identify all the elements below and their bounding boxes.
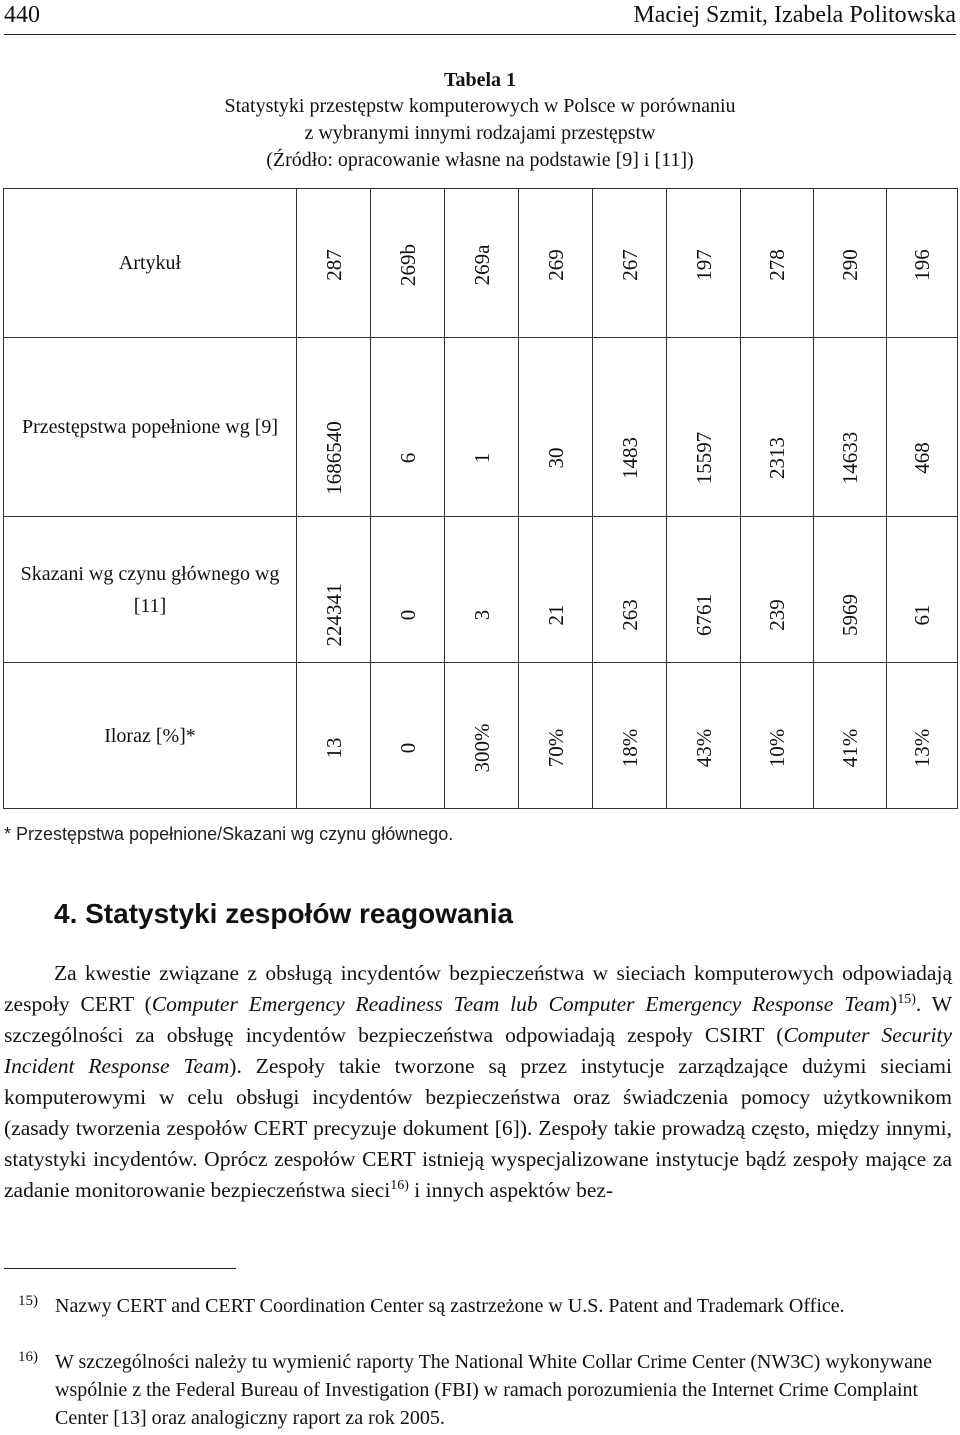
row-label: Skazani wg czynu głównego wg [11] xyxy=(4,517,297,663)
table-cell: 21 xyxy=(519,517,593,663)
table-cell: 267 xyxy=(593,189,667,338)
table-caption-line: Statystyki przestępstw komputerowych w Polsce w porównaniu xyxy=(224,95,736,117)
running-head-authors: Maciej Szmit, Izabela Politowska xyxy=(633,2,956,28)
table-cell: 269a xyxy=(445,189,519,338)
running-header xyxy=(4,0,956,35)
row-label: Iloraz [%]* xyxy=(4,663,297,809)
footnote-separator xyxy=(4,1268,236,1269)
table-cell: 197 xyxy=(667,189,741,338)
table-cell: 1 xyxy=(445,338,519,517)
table-cell: 6 xyxy=(371,338,445,517)
table-cell: 6761 xyxy=(667,517,741,663)
table-cell: 10% xyxy=(741,663,814,809)
footnote-ref[interactable]: 15) xyxy=(897,991,916,1007)
row-label: Przestępstwa popełnione wg [9] xyxy=(4,338,297,517)
table-caption-source: (Źródło: opracowanie własne na podstawie [9] i [11]) xyxy=(266,149,694,171)
footnote-ref[interactable]: 16) xyxy=(390,1177,409,1193)
table-row xyxy=(4,663,958,809)
table-cell: 15597 xyxy=(667,338,741,517)
table-cell: 13 xyxy=(297,663,371,809)
table-cell: 278 xyxy=(741,189,814,338)
table-cell: 5969 xyxy=(814,517,887,663)
table-cell: 468 xyxy=(887,338,958,517)
table-cell: 269b xyxy=(371,189,445,338)
table-row xyxy=(4,189,958,338)
table-cell: 18% xyxy=(593,663,667,809)
table-cell: 1686540 xyxy=(297,338,371,517)
page-number: 440 xyxy=(4,2,40,28)
table-cell: 290 xyxy=(814,189,887,338)
footnote-mark: 15) xyxy=(18,1293,38,1309)
table-cell: 224341 xyxy=(297,517,371,663)
row-label: Artykuł xyxy=(4,189,297,338)
footnote-mark: 16) xyxy=(18,1349,38,1365)
table-cell: 14633 xyxy=(814,338,887,517)
table-cell: 1483 xyxy=(593,338,667,517)
table-cell: 43% xyxy=(667,663,741,809)
table-cell: 300% xyxy=(445,663,519,809)
footnote-16: W szczególności należy tu wymienić raporty The National White Collar Crime Center (NW3C) wykonywane wspólnie z the Federal Bureau of Investigation (FBI) w ramach porozumienia the Internet Crime Complaint Center [13] oraz analogiczny raport za rok 2005. xyxy=(55,1351,932,1429)
table-cell: 0 xyxy=(371,517,445,663)
table-row xyxy=(4,517,958,663)
footnote-15: Nazwy CERT and CERT Coordination Center są zastrzeżone w U.S. Patent and Trademark Office. xyxy=(55,1295,845,1317)
table-cell: 269 xyxy=(519,189,593,338)
table-cell: 3 xyxy=(445,517,519,663)
statistics-table xyxy=(3,188,958,809)
table-footnote: * Przestępstwa popełnione/Skazani wg czynu głównego. xyxy=(4,824,454,844)
table-cell: 263 xyxy=(593,517,667,663)
table-caption-line: z wybranymi innymi rodzajami przestępstw xyxy=(304,122,656,144)
table-cell: 30 xyxy=(519,338,593,517)
body-paragraph: Za kwestie związane z obsługą incydentów bezpieczeństwa w sieciach komputerowych odpowiadają zespoły CERT (Computer Emergency Readiness Team lub Computer Emergency Response Team)$^{15)}$. W szczególności za obsługę incydentów bezpieczeństwa odpowiadają zespoły CSIRT (Computer Security Incident Response Team). Zespoły takie tworzone są przez instytucje zarządzające dużymi sieciami komputerowymi w celu obsługi incydentów bezpieczeństwa oraz świadczenia pomocy użytkownikom (zasady tworzenia zespołów CERT precyzuje dokument [6]). Zespoły takie prowadzą często, między innymi, statystyki incydentów. Oprócz zespołów CERT istnieją wyspecjalizowane instytucje bądź zespoły mające za zadanie monitorowanie bezpieczeństwa sieci$^{16)}$ i innych aspektów bez- xyxy=(4,961,953,1202)
table-caption-title: Tabela 1 xyxy=(443,69,517,91)
table-cell: 0 xyxy=(371,663,445,809)
table-cell: 61 xyxy=(887,517,958,663)
table-cell: 239 xyxy=(741,517,814,663)
table-cell: 41% xyxy=(814,663,887,809)
table-cell: 196 xyxy=(887,189,958,338)
table-row xyxy=(4,338,958,517)
table-cell: 2313 xyxy=(741,338,814,517)
table-cell: 70% xyxy=(519,663,593,809)
table-cell: 287 xyxy=(297,189,371,338)
table-cell: 13% xyxy=(887,663,958,809)
section-heading: 4. Statystyki zespołów reagowania xyxy=(54,898,514,929)
